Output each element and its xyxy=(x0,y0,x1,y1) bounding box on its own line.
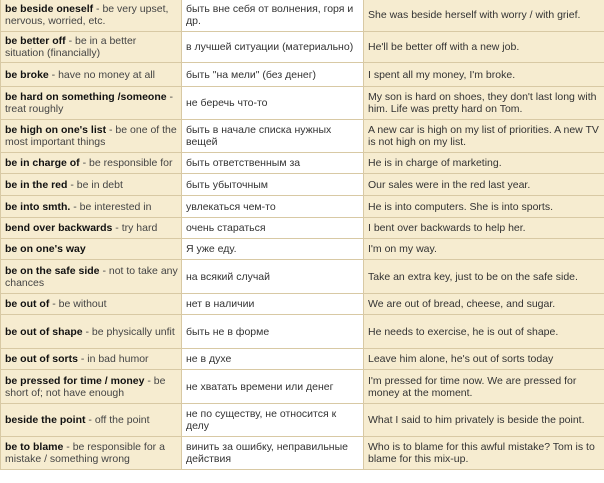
idiom-phrase: be to blame xyxy=(5,441,64,453)
russian-cell xyxy=(182,404,364,437)
idiom-definition: - be one of the most important things xyxy=(5,124,177,148)
table-row xyxy=(1,174,604,196)
example-sentence: Leave him alone, he's out of sorts today xyxy=(368,353,554,365)
table-row xyxy=(1,260,604,294)
example-cell xyxy=(364,0,604,32)
russian-translation: быть "на мели" (без денег) xyxy=(186,68,317,81)
idiom-phrase: be out of xyxy=(5,298,50,310)
table-row xyxy=(1,0,604,32)
table-row xyxy=(1,63,604,87)
table-row xyxy=(1,120,604,153)
example-cell xyxy=(364,87,604,120)
phrase-cell xyxy=(1,87,182,120)
idiom-phrase: be high on one's list xyxy=(5,124,107,136)
idiom-definition: - be interested in xyxy=(70,200,152,213)
example-sentence: What I said to him privately is beside the point. xyxy=(368,414,585,426)
example-cell xyxy=(364,120,604,153)
idiom-table-body xyxy=(1,0,604,470)
example-sentence: She was beside herself with worry / with grief. xyxy=(368,8,581,21)
phrase-cell xyxy=(1,174,182,196)
idiom-phrase: be better off xyxy=(5,35,66,47)
idiom-definition: - try hard xyxy=(112,222,158,234)
idiom-phrase: be hard on something /someone xyxy=(5,91,167,103)
idiom-definition: - be in debt xyxy=(67,178,123,191)
idiom-phrase: be pressed for time / money xyxy=(5,374,145,387)
example-cell xyxy=(364,32,604,63)
idiom-phrase: be broke xyxy=(5,68,49,81)
russian-cell xyxy=(182,120,364,153)
example-cell xyxy=(364,315,604,349)
example-cell xyxy=(364,260,604,294)
russian-cell xyxy=(182,196,364,218)
phrase-cell xyxy=(1,294,182,315)
table-row xyxy=(1,437,604,470)
phrase-cell xyxy=(1,370,182,404)
russian-translation: не хватать времени или денег xyxy=(186,380,334,393)
phrase-cell xyxy=(1,437,182,470)
russian-cell xyxy=(182,63,364,87)
idiom-phrase: be in the red xyxy=(5,178,68,191)
idiom-phrase: be out of shape xyxy=(5,325,83,338)
russian-cell xyxy=(182,87,364,120)
russian-translation: не в духе xyxy=(186,353,232,365)
table-row xyxy=(1,32,604,63)
phrase-cell xyxy=(1,120,182,153)
example-cell xyxy=(364,196,604,218)
russian-translation: очень стараться xyxy=(186,222,266,234)
idiom-phrase: be in charge of xyxy=(5,157,80,169)
russian-translation: не беречь что-то xyxy=(186,97,268,109)
example-sentence: I'm pressed for time now. We are pressed for money at the moment. xyxy=(368,374,577,399)
idiom-phrase: beside the point xyxy=(5,414,86,426)
russian-translation: быть убыточным xyxy=(186,178,269,191)
example-sentence: Who is to blame for this awful mistake? Tom is to blame for this mix-up. xyxy=(368,441,595,465)
russian-translation: увлекаться чем-то xyxy=(186,200,276,213)
example-sentence: He needs to exercise, he is out of shape. xyxy=(368,325,559,338)
idiom-phrase: bend over backwards xyxy=(5,222,113,234)
example-sentence: I'm on my way. xyxy=(368,243,437,255)
idiom-definition: - not to take any chances xyxy=(5,264,178,289)
russian-translation: не по существу, не относится к делу xyxy=(186,408,337,432)
russian-cell xyxy=(182,437,364,470)
example-sentence: We are out of bread, cheese, and sugar. xyxy=(368,298,556,310)
russian-cell xyxy=(182,32,364,63)
table-row xyxy=(1,218,604,239)
idiom-definition: - be short of; not have enough xyxy=(5,374,166,399)
phrase-cell xyxy=(1,0,182,32)
russian-cell xyxy=(182,315,364,349)
phrase-cell xyxy=(1,315,182,349)
phrase-cell xyxy=(1,404,182,437)
example-sentence: Take an extra key, just to be on the safe side. xyxy=(368,270,578,283)
russian-cell xyxy=(182,349,364,370)
russian-cell xyxy=(182,174,364,196)
idiom-phrase: be on the safe side xyxy=(5,264,100,277)
table-row xyxy=(1,294,604,315)
example-cell xyxy=(364,349,604,370)
russian-translation: винить за ошибку, неправильные действия xyxy=(186,441,348,465)
table-row xyxy=(1,196,604,218)
russian-translation: быть в начале списка нужных вещей xyxy=(186,124,332,148)
russian-cell xyxy=(182,153,364,174)
phrase-cell xyxy=(1,153,182,174)
table-row xyxy=(1,404,604,437)
example-sentence: I bent over backwards to help her. xyxy=(368,222,526,234)
example-cell xyxy=(364,63,604,87)
example-cell xyxy=(364,370,604,404)
phrase-cell xyxy=(1,349,182,370)
phrase-cell xyxy=(1,239,182,260)
table-row xyxy=(1,349,604,370)
example-cell xyxy=(364,294,604,315)
idiom-definition: - be in a better situation (financially) xyxy=(5,35,137,59)
idiom-definition: - be responsible for xyxy=(79,157,173,169)
example-sentence: He'll be better off with a new job. xyxy=(368,41,520,53)
idiom-phrase: be into smth. xyxy=(5,200,71,213)
example-sentence: He is into computers. She is into sports. xyxy=(368,200,553,213)
table-row xyxy=(1,153,604,174)
phrase-cell xyxy=(1,63,182,87)
russian-cell xyxy=(182,218,364,239)
example-cell xyxy=(364,437,604,470)
idiom-phrase: be beside oneself xyxy=(5,2,94,15)
russian-cell xyxy=(182,0,364,32)
russian-translation: нет в наличии xyxy=(186,298,255,310)
idiom-definition: - in bad humor xyxy=(77,353,149,365)
russian-cell xyxy=(182,239,364,260)
example-cell xyxy=(364,239,604,260)
example-sentence: He is in charge of marketing. xyxy=(368,157,502,169)
russian-translation: в лучшей ситуации (материально) xyxy=(186,41,354,53)
idiom-definition: - be physically unfit xyxy=(82,325,175,338)
example-cell xyxy=(364,404,604,437)
example-cell xyxy=(364,153,604,174)
idiom-definition: - be very upset, nervous, worried, etc. xyxy=(5,2,169,27)
idiom-definition: - be without xyxy=(49,298,107,310)
example-cell xyxy=(364,174,604,196)
russian-translation: быть не в форме xyxy=(186,325,270,338)
idiom-phrase: be on one's way xyxy=(5,243,86,255)
example-sentence: A new car is high on my list of priorities. A new TV is not high on my list. xyxy=(368,124,599,148)
idiom-definition: - treat roughly xyxy=(5,91,174,115)
table-row xyxy=(1,239,604,260)
phrase-cell xyxy=(1,260,182,294)
russian-translation: быть вне себя от волнения, горя и др. xyxy=(186,2,354,27)
phrase-cell xyxy=(1,32,182,63)
russian-cell xyxy=(182,260,364,294)
example-sentence: I spent all my money, I'm broke. xyxy=(368,68,516,81)
idiom-definition: - off the point xyxy=(85,414,150,426)
idiom-phrase: be out of sorts xyxy=(5,353,78,365)
table-row xyxy=(1,315,604,349)
table-row xyxy=(1,370,604,404)
russian-translation: Я уже еду. xyxy=(186,243,237,255)
idiom-definition: - have no money at all xyxy=(48,68,155,81)
russian-translation: на всякий случай xyxy=(186,270,270,283)
idiom-definition: - be responsible for a mistake / something wrong xyxy=(5,441,165,465)
phrase-cell xyxy=(1,218,182,239)
example-sentence: Our sales were in the red last year. xyxy=(368,178,531,191)
russian-cell xyxy=(182,294,364,315)
russian-cell xyxy=(182,370,364,404)
russian-translation: быть ответственным за xyxy=(186,157,301,169)
example-cell xyxy=(364,218,604,239)
table-row xyxy=(1,87,604,120)
phrase-cell xyxy=(1,196,182,218)
example-sentence: My son is hard on shoes, they don't last long with him. Life was pretty hard on Tom. xyxy=(368,91,597,115)
